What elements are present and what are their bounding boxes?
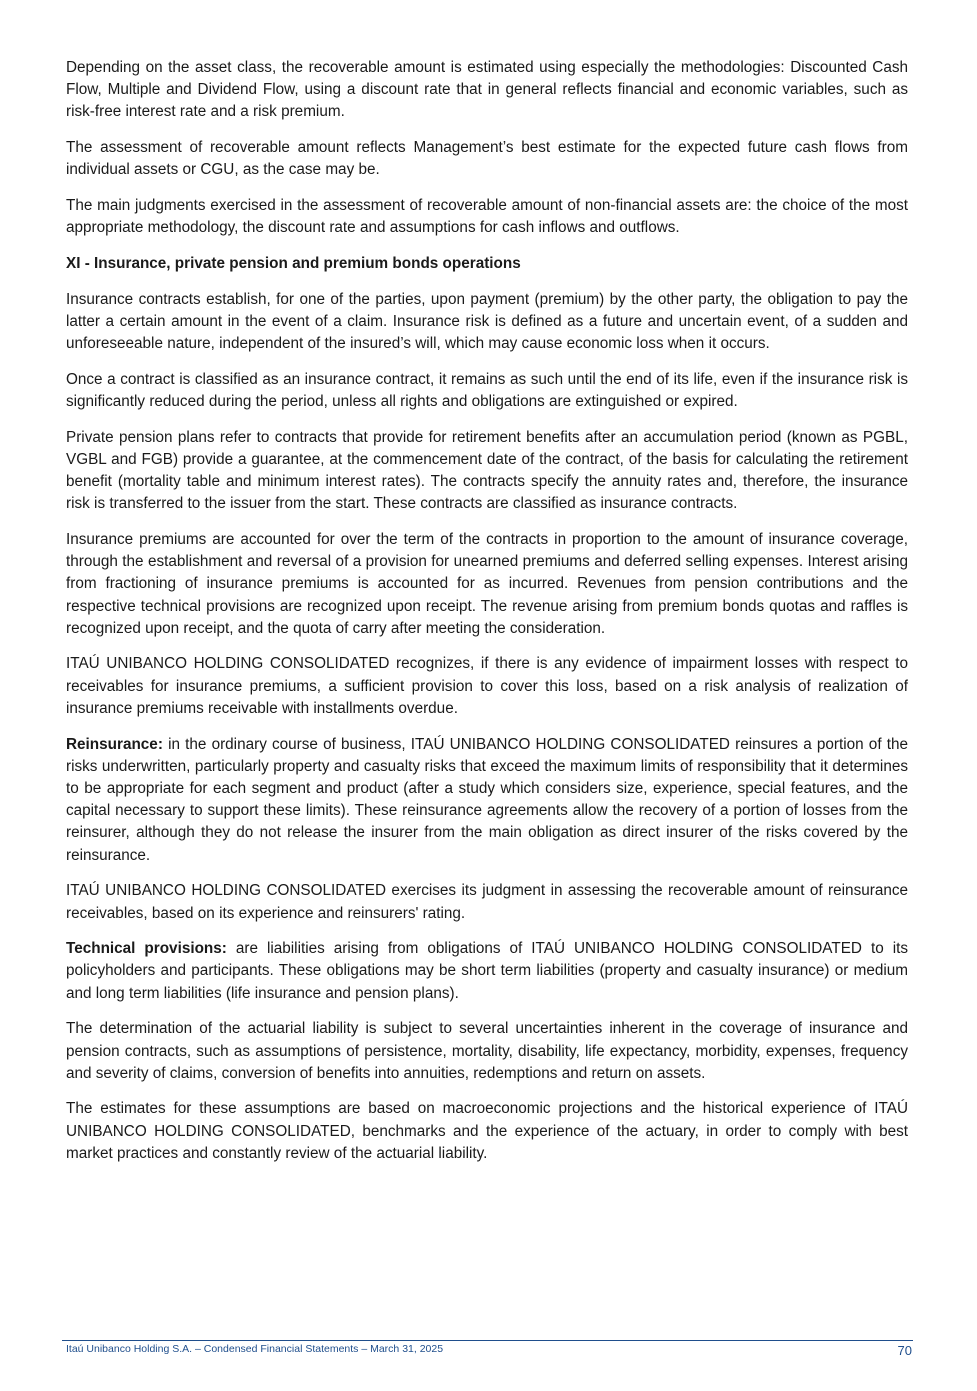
- reinsurance-lead: Reinsurance:: [66, 735, 163, 753]
- paragraph-insurance-contracts: Insurance contracts establish, for one of the parties, upon payment (premium) by the other party, the obligation to pay the latter a certain amount in the event of a claim. Insurance risk is defined as a future and uncertain event, of a sudden and unforeseeable nature, independent of the insured’s will, which may cause economic loss when it occurs.: [66, 290, 908, 353]
- paragraph-insurance-premiums: Insurance premiums are accounted for over the term of the contracts in proportion to the amount of insurance coverage, through the establishment and reversal of a provision for unearned premiums and deferred selling expenses. Interest arising from fractioning of insurance premiums is accounted for as incurred. Revenues from pension contributions and the respective technical provisions are recognized upon receipt. The revenue arising from premium bonds quotas and raffles is recognized upon receipt, and the quota of carry after meeting the consideration.: [66, 530, 908, 637]
- paragraph-technical-provisions: [66, 938, 908, 1005]
- document-body: [66, 57, 908, 1179]
- page-number: 70: [897, 1343, 912, 1358]
- reinsurance-text: in the ordinary course of business, ITAÚ UNIBANCO HOLDING CONSOLIDATED reinsures a portion of the risks underwritten, particularly property and casualty risks that exceed the maximum limits of responsibility that it determines to be appropriate for each segment and product (after a study which considers size, experience, special features, and the capital necessary to support these limits). These reinsurance agreements allow the recovery of a portion of losses from the reinsurer, although they do not release the insurer from the main obligation as direct insurer of the risks covered by the reinsurance.: [66, 735, 908, 864]
- paragraph-management-estimate: The assessment of recoverable amount reflects Management’s best estimate for the expected future cash flows from individual assets or CGU, as the case may be.: [66, 139, 908, 179]
- paragraph-private-pension: Private pension plans refer to contracts that provide for retirement benefits after an accumulation period (known as PGBL, VGBL and FGB) provide a guarantee, at the commencement date of the contract, of the basis for calculating the retirement benefit (mortality table and minimum interest rates). The contracts specify the annuity rates and, therefore, the insurance risk is transferred to the issuer from the start. These contracts are classified as insurance contracts.: [66, 428, 908, 513]
- technical-provisions-text: are liabilities arising from obligations of ITAÚ UNIBANCO HOLDING CONSOLIDATED to its policyholders and participants. These obligations may be short term liabilities (property and casualty insurance) or medium and long term liabilities (life insurance and pension plans).: [66, 940, 909, 1002]
- paragraph-contract-classification: Once a contract is classified as an insurance contract, it remains as such until the end of its life, even if the insurance risk is significantly reduced during the period, unless all rights and obligations are extinguished or expired.: [66, 370, 908, 410]
- paragraph-assumption-estimates: The estimates for these assumptions are based on macroeconomic projections and the historical experience of ITAÚ UNIBANCO HOLDING CONSOLIDATED, benchmarks and the experience of the actuary, in order to comply with best market practices and constantly review of the actuarial liability.: [66, 1100, 908, 1162]
- section-heading: XI - Insurance, private pension and premium bonds operations: [66, 254, 521, 272]
- paragraph-reinsurance: [66, 734, 908, 867]
- paragraph-recoverable-methods: Depending on the asset class, the recoverable amount is estimated using especially the methodologies: Discounted Cash Flow, Multiple and Dividend Flow, using a discount rate that in general reflects financial and economic variables, such as risk-free interest rate and a risk premium.: [66, 59, 908, 121]
- paragraph-reinsurance-judgment: ITAÚ UNIBANCO HOLDING CONSOLIDATED exercises its judgment in assessing the recoverable amount of reinsurance receivables, based on its experience and reinsurers' rating.: [66, 882, 908, 922]
- footer-caption: Itaú Unibanco Holding S.A. – Condensed Financial Statements – March 31, 2025: [66, 1343, 444, 1355]
- technical-provisions-lead: Technical provisions:: [66, 940, 227, 958]
- footer-divider: [62, 1340, 913, 1341]
- paragraph-actuarial-liability: The determination of the actuarial liability is subject to several uncertainties inherent in the coverage of insurance and pension contracts, such as assumptions of persistence, mortality, disability, life expectancy, morbidity, expenses, frequency and severity of claims, conversion of benefits into annuities, redemptions and return on assets.: [66, 1020, 908, 1082]
- paragraph-impairment: ITAÚ UNIBANCO HOLDING CONSOLIDATED recognizes, if there is any evidence of impairment losses with respect to receivables for insurance premiums, a sufficient provision to cover this loss, based on a risk analysis of realization of insurance premiums receivable with installments overdue.: [66, 655, 908, 717]
- paragraph-main-judgments: The main judgments exercised in the assessment of recoverable amount of non-financial assets are: the choice of the most appropriate methodology, the discount rate and assumptions for cash inflows and outflows.: [66, 197, 908, 237]
